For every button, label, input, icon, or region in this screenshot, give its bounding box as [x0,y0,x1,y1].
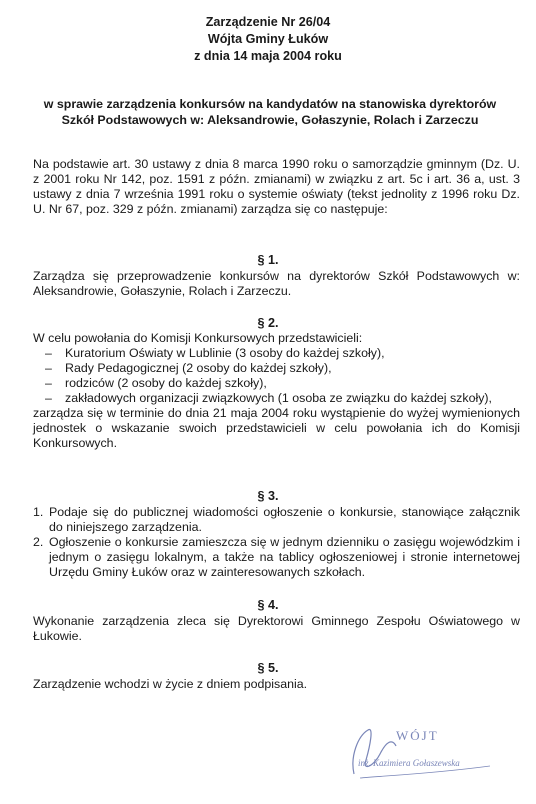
dash-bullet: – [45,376,52,390]
list-item: – Kuratorium Oświaty w Lublinie (3 osoby do każdej szkoły), [45,346,385,360]
document-header [0,14,536,65]
section-2-body [33,331,520,451]
section-2-list [33,346,520,406]
section-5-text: Zarządzenie wchodzi w życie z dniem podpisania. [33,677,308,691]
ordinance-issuer: Wójta Gminy Łuków [207,32,329,46]
section-3-body [33,505,520,580]
signature-graphic [340,716,510,790]
section-2-outro: zarządza się w terminie do dnia 21 maja 2004 roku wystąpienie do wyżej wymienionych jednostek o wskazanie swoich przedstawicieli w celu powołania ich do Komisji Konkursowych. [33,406,520,450]
section-4-title: § 4. [257,598,279,612]
stamp-title: WÓJT [396,728,439,743]
dash-bullet: – [45,391,52,405]
section-2-title: § 2. [257,316,279,330]
section-4-text: Wykonanie zarządzenia zleca się Dyrektorowi Gminnego Zespołu Oświatowego w Łukowie. [33,614,520,643]
list-item: – zakładowych organizacji związkowych (1 osoba ze związku do każdej szkoły), [45,391,492,405]
section-3-title: § 3. [257,489,279,503]
subject-line-2: Szkół Podstawowych w: Aleksandrowie, Gołaszynie, Rolach i Zarzeczu [61,113,479,127]
section-1-text: Zarządza się przeprowadzenie konkursów na dyrektorów Szkół Podstawowych w: Aleksandrowie, Gołaszynie, Rolach i Zarzeczu. [33,269,520,298]
signature-stamp [340,716,510,790]
dash-bullet: – [45,346,52,360]
section-5-title: § 5. [257,661,279,675]
preamble: Na podstawie art. 30 ustawy z dnia 8 marca 1990 roku o samorządzie gminnym (Dz. U. z 2001 roku Nr 142, poz. 1591 z późn. zmianami) w związku z art. 5c i art. 36 a, ust. 3 ustawy z dnia 7 września 1991 roku o systemie oświaty (tekst jednolity z 1996 roku Dz. U. Nr 67, poz. 329 z późn. zmianami) zarządza się co następuje: [33,157,520,216]
ordinance-date: z dnia 14 maja 2004 roku [194,49,342,63]
list-item: 2. Ogłoszenie o konkursie zamieszcza się w jednym dzienniku o zasięgu wojewódzkim i jednym o zasięgu lokalnym, a także na tablicy ogłoszeniowej i stronie internetowej Urzędu Gminy Łuków oraz w zainteresowanych szkołach. [33,535,520,579]
document-subject [20,96,520,128]
dash-bullet: – [45,361,52,375]
list-item: 1. Podaje się do publicznej wiadomości ogłoszenie o konkursie, stanowiące załącznik do niniejszego zarządzenia. [33,505,520,534]
subject-line-1: w sprawie zarządzenia konkursów na kandydatów na stanowiska dyrektorów [43,97,497,111]
list-item: – Rady Pedagogicznej (2 osoby do każdej szkoły), [45,361,332,375]
section-1-title: § 1. [257,253,279,267]
ordinance-number: Zarządzenie Nr 26/04 [205,15,331,29]
item-number: 1. [33,505,44,519]
item-number: 2. [33,535,44,549]
stamp-name: inż. Kazimiera Gołaszewska [358,758,460,768]
section-2-intro: W celu powołania do Komisji Konkursowych przedstawicieli: [33,331,363,345]
list-item: – rodziców (2 osoby do każdej szkoły), [45,376,267,390]
